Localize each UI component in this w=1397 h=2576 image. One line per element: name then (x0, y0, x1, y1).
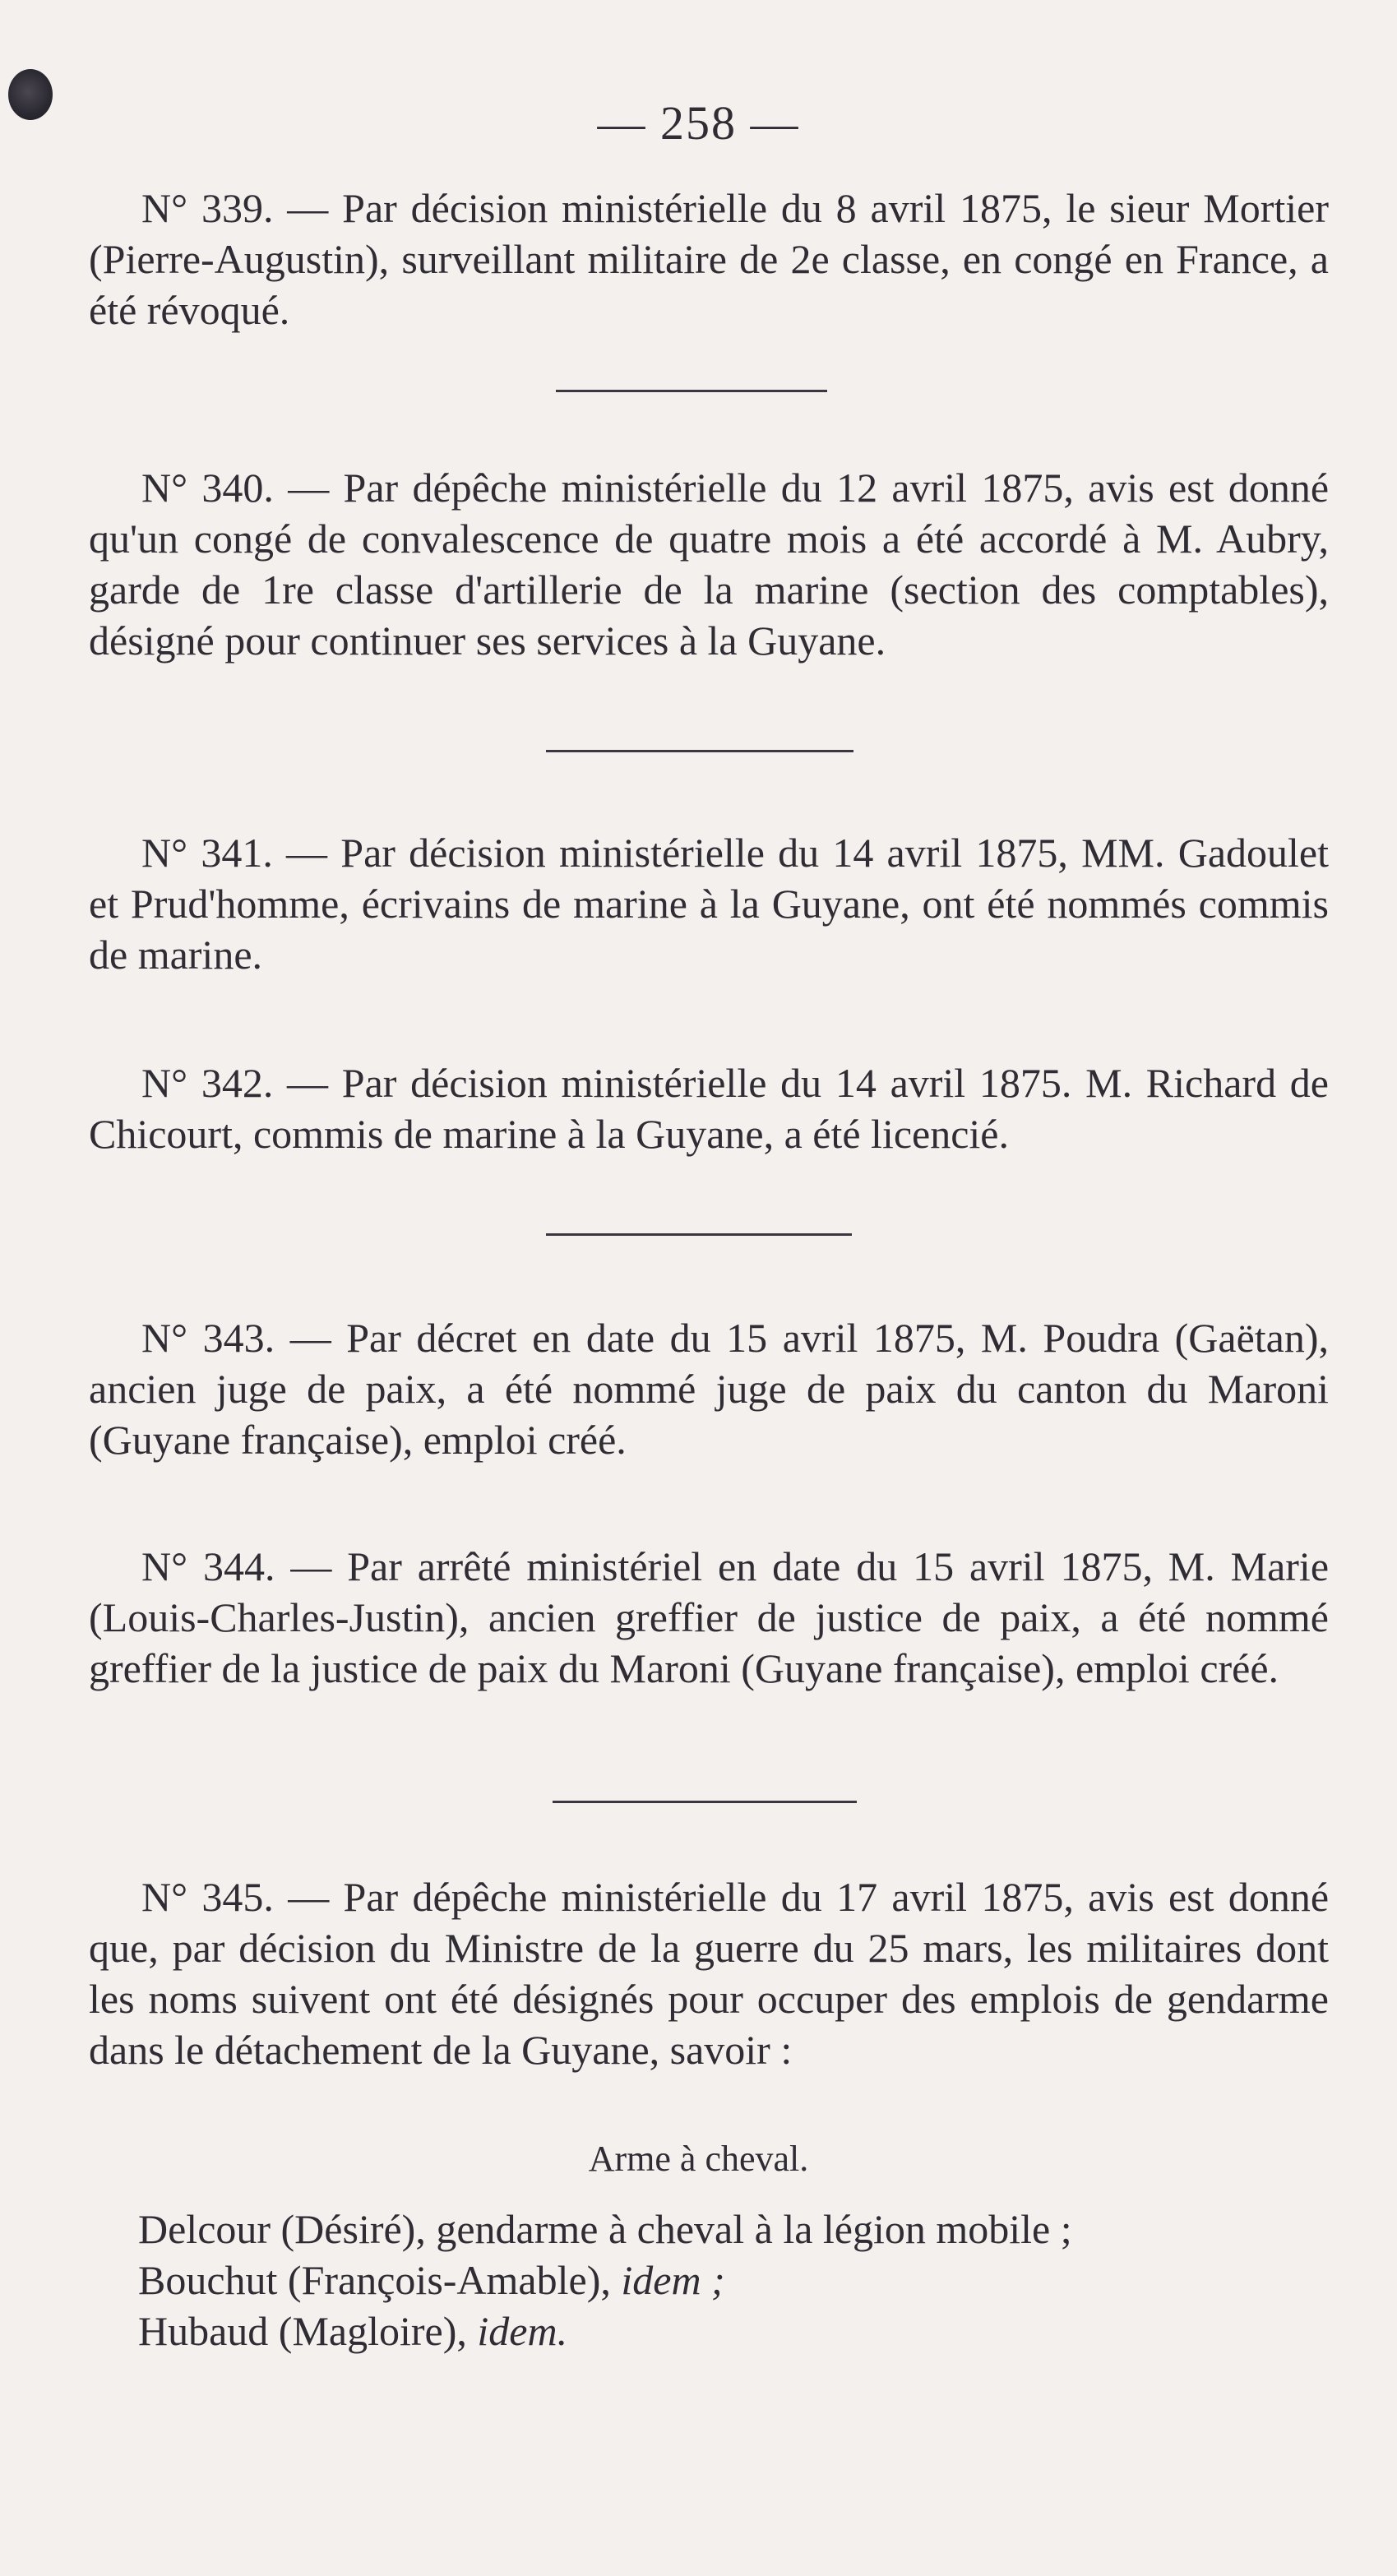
entry-text: — Par dépêche ministérielle du 17 avril 1875, avis est donné que, par décision du Ministre de la guerre du 25 mars, les militaires dont les noms suivent ont été désignés pour occuper des emplois de gendarme dans le détachement de la Guyane, savoir : (89, 1874, 1330, 2073)
entry-number: N° 344. (141, 1543, 275, 1589)
gendarme-list (138, 2204, 1306, 2356)
entry-text: — Par arrêté ministériel en date du 15 avril 1875, M. Marie (Louis-Charles-Justin), ancien greffier de justice de paix, a été nommé greffier de la justice de paix du Maroni (Guyane française), emploi créé. (89, 1543, 1330, 1691)
entry-345 (89, 1871, 1329, 2075)
entry-341 (89, 827, 1329, 980)
section-divider (546, 750, 853, 752)
entry-340 (89, 462, 1329, 666)
entry-number: N° 345. (141, 1874, 274, 1920)
entry-342 (89, 1057, 1329, 1159)
entry-number: N° 340. (141, 465, 274, 511)
list-item (138, 2204, 1306, 2255)
entry-number: N° 339. (141, 185, 274, 231)
entry-339 (89, 183, 1329, 335)
gendarme-name: Delcour (Désiré), (138, 2206, 437, 2252)
section-divider (546, 1233, 852, 1236)
entry-343 (89, 1312, 1329, 1465)
entry-text: — Par dépêche ministérielle du 12 avril 1875, avis est donné qu'un congé de convalescence de quatre mois a été accordé à M. Aubry, garde de 1re classe d'artillerie de la marine (section des comptables), désigné pour continuer ses services à la Guyane. (89, 465, 1330, 664)
entry-text: — Par décret en date du 15 avril 1875, M. Poudra (Gaëtan), ancien juge de paix, a été nommé juge de paix du canton du Maroni (Guyane française), emploi créé. (89, 1315, 1330, 1463)
gendarme-detail: gendarme à cheval à la légion mobile ; (436, 2206, 1072, 2252)
entry-text: — Par décision ministérielle du 14 avril 1875, MM. Gadoulet et Prud'homme, écrivains de marine à la Guyane, ont été nommés commis de marine. (89, 830, 1329, 978)
list-item (138, 2305, 1306, 2356)
section-divider (556, 390, 827, 392)
entry-number: N° 341. (141, 830, 273, 876)
entry-number: N° 343. (141, 1315, 275, 1361)
list-item (138, 2255, 1306, 2305)
gendarme-name: Bouchut (François-Amable), (138, 2257, 622, 2303)
section-divider (553, 1801, 857, 1803)
entry-text: — Par décision ministérielle du 8 avril 1875, le sieur Mortier (Pierre-Augustin), surveillant militaire de 2e classe, en congé en France, a été révoqué. (89, 185, 1330, 333)
gendarme-detail: idem. (477, 2308, 568, 2354)
entry-number: N° 342. (141, 1060, 274, 1106)
subheading-arme-a-cheval: Arme à cheval. (588, 2139, 809, 2179)
page-number: — 258 — (597, 96, 800, 150)
entry-344 (89, 1541, 1329, 1694)
gendarme-detail: idem ; (621, 2257, 725, 2303)
entry-text: — Par décision ministérielle du 14 avril 1875. M. Richard de Chicourt, commis de marine à la Guyane, a été licencié. (89, 1060, 1329, 1157)
gendarme-name: Hubaud (Magloire), (138, 2308, 478, 2354)
